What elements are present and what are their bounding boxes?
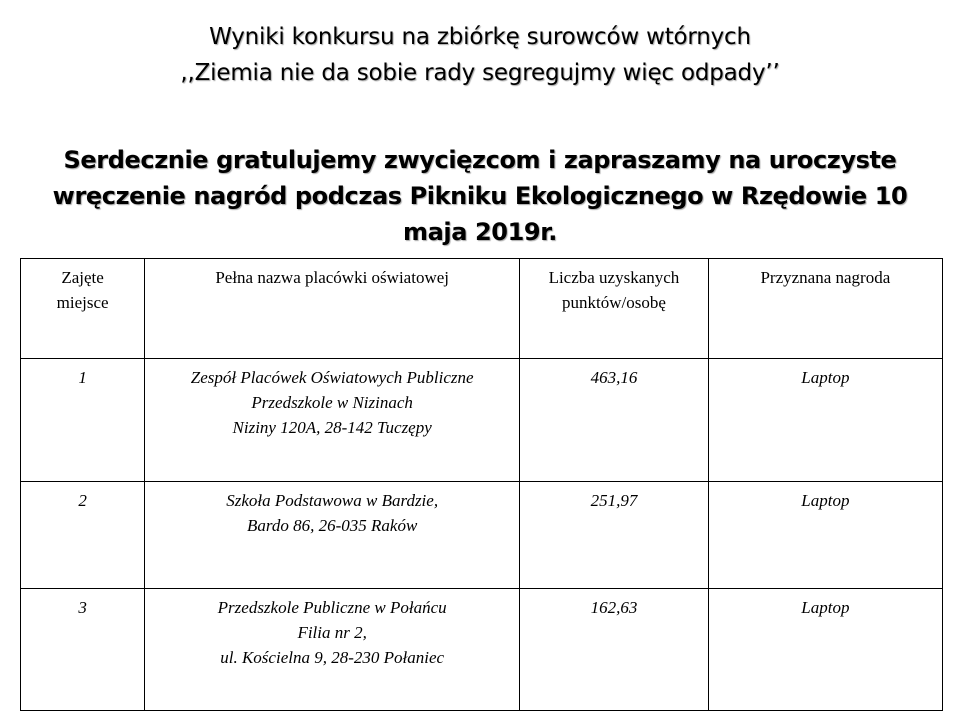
table-header-row <box>21 259 943 359</box>
table-row <box>21 589 943 711</box>
table-row <box>21 482 943 589</box>
cell-name-line: Przedszkole w Nizinach <box>251 393 413 412</box>
cell-place: 3 <box>21 589 145 711</box>
cell-name <box>145 359 520 482</box>
header-prize: Przyznana nagroda <box>708 259 942 359</box>
header-place <box>21 259 145 359</box>
header-points-line1: Liczba uzyskanych <box>548 268 680 287</box>
cell-place: 2 <box>21 482 145 589</box>
cell-name-line: ul. Kościelna 9, 28-230 Połaniec <box>220 648 445 667</box>
congratulations-text: Serdecznie gratulujemy zwycięzcom i zapraszamy na uroczyste wręczenie nagród podczas Pikniku Ekologicznego w Rzędowie 10 maja 2019r. <box>52 146 908 246</box>
header-points <box>520 259 709 359</box>
results-table <box>20 258 943 711</box>
header-points-line2: punktów/osobę <box>561 293 666 312</box>
header-place-line2: miejsce <box>56 293 109 312</box>
cell-name-line: Filia nr 2, <box>297 623 367 642</box>
title-line-2: ,,Ziemia nie da sobie rady segregujmy więc odpady’’ <box>180 60 780 86</box>
cell-prize: Laptop <box>708 589 942 711</box>
cell-place: 1 <box>21 359 145 482</box>
header-name: Pełna nazwa placówki oświatowej <box>145 259 520 359</box>
cell-name <box>145 482 520 589</box>
table-row <box>21 359 943 482</box>
cell-points: 162,63 <box>520 589 709 711</box>
title-line-1: Wyniki konkursu na zbiórkę surowców wtórnych <box>209 24 751 50</box>
cell-name-line: Niziny 120A, 28-142 Tuczępy <box>232 418 432 437</box>
cell-name-line: Zespół Placówek Oświatowych Publiczne <box>190 368 474 387</box>
cell-prize: Laptop <box>708 359 942 482</box>
cell-prize: Laptop <box>708 482 942 589</box>
cell-points: 463,16 <box>520 359 709 482</box>
cell-name-line: Przedszkole Publiczne w Połańcu <box>217 598 447 617</box>
cell-name-line: Szkoła Podstawowa w Bardzie, <box>226 491 439 510</box>
header-place-line1: Zajęte <box>61 268 104 287</box>
cell-name <box>145 589 520 711</box>
cell-points: 251,97 <box>520 482 709 589</box>
cell-name-line: Bardo 86, 26-035 Raków <box>247 516 418 535</box>
